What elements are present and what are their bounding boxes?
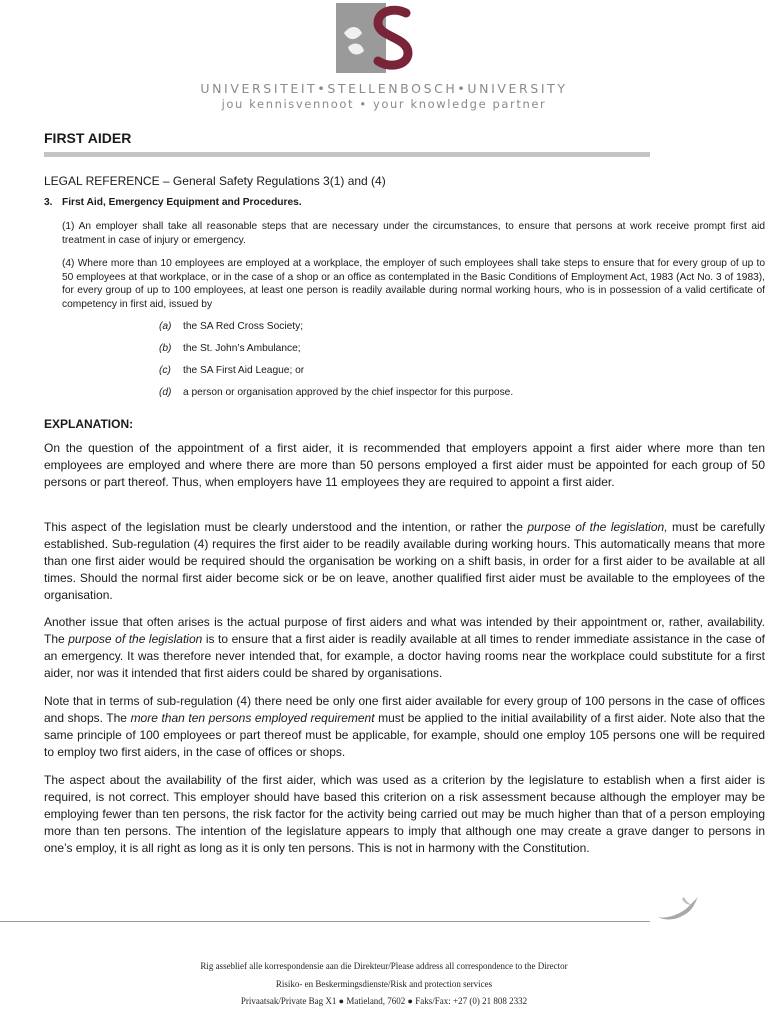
list-letter: (c) xyxy=(159,365,171,376)
list-text: the SA Red Cross Society; xyxy=(183,321,304,332)
paragraph-2-text-cont: must be carefully established. Sub-regulation (4) requires the first aider to be readily available during working hours. This automatically means that more than one first aider would be required should the organisation be working on a shift basis, in order for a first aider to be available at all times. Should the normal first aider become sick or be on leave, another qualified first aider must be available to the employees of the organisation. xyxy=(44,520,765,602)
list-item-c xyxy=(159,365,304,376)
paragraph-3 xyxy=(44,614,765,682)
university-name: UNIVERSITEIT•STELLENBOSCH•UNIVERSITY xyxy=(200,81,568,96)
paragraph-4-text-cont: must be applied to the initial availability of a first aider. Note also that the same principle of 100 employees or part thereof must be applicable, for example, should one employ 105 persons one will be required to employ two first aiders, in the case of offices or shops. xyxy=(44,711,766,759)
list-text: a person or organisation approved by the chief inspector for this purpose. xyxy=(183,387,514,398)
paragraph-4-text: Note that in terms of sub-regulation (4) there need be only one first aider available for every group of 100 persons in the case of offices and shops. The xyxy=(44,694,765,725)
section-title: First Aid, Emergency Equipment and Procedures. xyxy=(62,197,302,208)
paragraph-2-emphasis: purpose of the legislation, xyxy=(527,520,668,534)
lion-emblem-icon xyxy=(656,893,700,928)
list-letter: (d) xyxy=(159,387,172,398)
footer-line-1: Rig asseblief alle korrespondensie aan die Direkteur/Please address all correspondence to the Director xyxy=(200,961,568,971)
paragraph-5: The aspect about the availability of the first aider, which was used as a criterion by the legislature to establish when a first aider is required, is not correct. This employer should have based this criterion on a risk assessment because although the employer may be employing fewer than ten persons, the risk factor for the activity being carried out may be much higher than that of a person employing more than ten persons. The intention of the legislature appears to imply that although one may create a grave danger to persons in one’s employ, it is all right as long as it is only ten persons. This is not in harmony with the Constitution. xyxy=(44,773,765,855)
list-item-b xyxy=(159,343,301,354)
paragraph-2 xyxy=(44,519,765,604)
section-heading xyxy=(44,197,302,208)
footer-line-3: Privaatsak/Private Bag X1 ● Matieland, 7602 ● Faks/Fax: +27 (0) 21 808 2332 xyxy=(240,996,528,1006)
list-letter: (b) xyxy=(159,343,172,354)
footer-line-2: Risiko- en Beskermingsdienste/Risk and protection services xyxy=(275,979,493,989)
explanation-heading: EXPLANATION: xyxy=(44,417,134,431)
legal-reference xyxy=(44,174,386,188)
paragraph-3-emphasis: purpose of the legislation xyxy=(68,632,203,646)
list-text: the SA First Aid League; or xyxy=(183,365,305,376)
section-number: 3. xyxy=(44,197,53,208)
page-title: FIRST AIDER xyxy=(44,130,132,146)
paragraph-4-emphasis: more than ten persons employed requirement xyxy=(130,711,375,725)
university-tagline: jou kennisvennoot • your knowledge partner xyxy=(221,97,547,111)
paragraph-1: On the question of the appointment of a first aider, it is recommended that employers appoint a first aider where more than ten employees are employed and where there are more than 50 persons employed a first aider must be appointed for each group of 50 persons or part thereof. Thus, when employers have 11 employees they are required to appoint a first aider. xyxy=(44,441,765,489)
footer-divider xyxy=(0,921,650,922)
subregulation-4: (4) Where more than 10 employees are employed at a workplace, the employer of such employees shall take steps to ensure that for every group of up to 50 employees at that workplace, or in the case of a shop or an office as contemplated in the Basic Conditions of Employment Act, 1983 (Act No. 3 of 1983), for every group of up to 100 employees, at least one person is readily available during normal working hours, who is in possession of a valid certificate of competency in first aid, issued by xyxy=(62,258,765,310)
university-logo xyxy=(336,3,432,78)
paragraph-3-text: Another issue that often arises is the actual purpose of first aiders and what was intended by their appointment or, rather, availability. The xyxy=(44,615,765,646)
paragraph-2-text: This aspect of the legislation must be clearly understood and the intention, or rather the xyxy=(44,520,528,534)
title-divider xyxy=(44,152,650,157)
list-letter: (a) xyxy=(159,321,172,332)
paragraph-4 xyxy=(44,693,765,761)
list-item-d xyxy=(159,387,513,398)
legal-reference-label: LEGAL REFERENCE xyxy=(44,174,160,188)
list-item-a xyxy=(159,321,303,332)
paragraph-3-text-cont: is to ensure that a first aider is readily available at all times to render immediate assistance in the case of an emergency. It was therefore never intended that, for example, a doctor having rooms near the workplace could substitute for a first aider, nor was it intended that first aiders could be shared by organisations. xyxy=(44,632,765,680)
list-text: the St. John’s Ambulance; xyxy=(183,343,301,354)
subregulation-1: (1) An employer shall take all reasonable steps that are necessary under the circumstances, to ensure that persons at work receive prompt first aid treatment in case of injury or emergency. xyxy=(62,221,765,246)
legal-reference-text: – General Safety Regulations 3(1) and (4) xyxy=(159,174,386,188)
